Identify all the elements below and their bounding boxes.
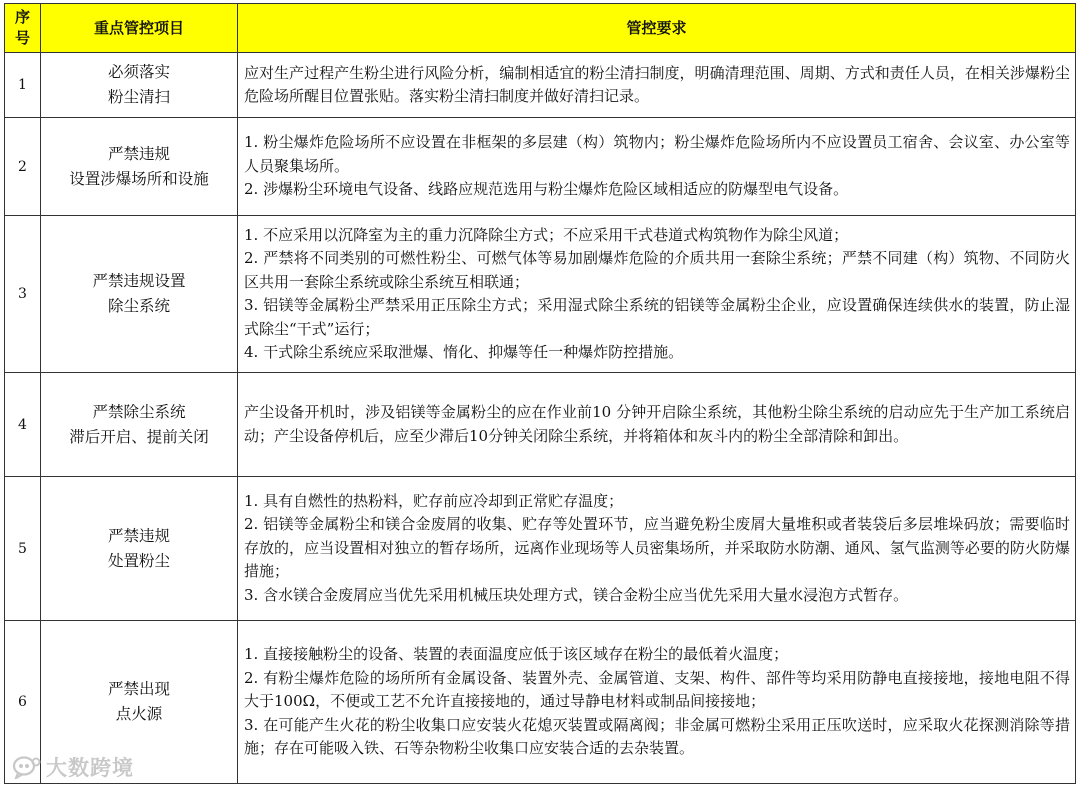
control-requirement bbox=[238, 477, 1076, 621]
row-index: 6 bbox=[5, 621, 41, 784]
control-item-line: 除尘系统 bbox=[107, 297, 170, 315]
table-header-row bbox=[5, 4, 1076, 53]
table-row bbox=[5, 53, 1076, 118]
requirement-clause: 3. 在可能产生火花的粉尘收集口应安装火花熄灭装置或隔离阀；非金属可燃粉尘采用正压吹送时，应采取火花探测消除等措施；存在可能吸入铁、石等杂物粉尘收集口应安装合适的去杂装置。 bbox=[244, 715, 1070, 758]
row-index: 2 bbox=[5, 118, 41, 216]
control-item bbox=[41, 53, 238, 118]
table-row bbox=[5, 216, 1076, 373]
control-item-line: 粉尘清扫 bbox=[107, 88, 170, 106]
control-requirements-table bbox=[4, 3, 1076, 784]
header-item: 重点管控项目 bbox=[41, 4, 238, 53]
requirement-clause: 应对生产过程产生粉尘进行风险分析，编制相适宜的粉尘清扫制度，明确清理范围、周期、方式和责任人员，在相关涉爆粉尘危险场所醒目位置张贴。落实粉尘清扫制度并做好清扫记录。 bbox=[244, 63, 1070, 105]
control-item bbox=[41, 118, 238, 216]
control-item-line: 严禁违规 bbox=[107, 144, 170, 163]
control-item-line: 设置涉爆场所和设施 bbox=[69, 169, 209, 188]
requirement-clause: 1. 直接接触粉尘的设备、装置的表面温度应低于该区域存在粉尘的最低着火温度； bbox=[244, 645, 789, 664]
row-index: 4 bbox=[5, 373, 41, 477]
control-requirement bbox=[238, 373, 1076, 477]
control-item-line: 严禁违规设置 bbox=[92, 272, 186, 290]
requirement-clause: 1. 具有自燃性的热粉料，贮存前应冷却到正常贮存温度； bbox=[244, 491, 624, 510]
control-requirement bbox=[238, 53, 1076, 118]
requirement-clause: 3. 含水镁合金废屑应当优先采用机械压块处理方式，镁合金粉尘应当优先采用大量水浸泡方式暂存。 bbox=[244, 585, 909, 604]
requirement-clause: 1. 不应采用以沉降室为主的重力沉降除尘方式；不应采用干式巷道式构筑物作为除尘风道； bbox=[244, 225, 849, 244]
control-requirement bbox=[238, 216, 1076, 373]
control-item bbox=[41, 216, 238, 373]
watermark bbox=[12, 752, 134, 782]
control-item-line: 点火源 bbox=[115, 705, 163, 723]
row-index: 3 bbox=[5, 216, 41, 373]
control-item-line: 必须落实 bbox=[107, 63, 170, 81]
chat-bubble-icon bbox=[12, 755, 42, 779]
table-row bbox=[5, 477, 1076, 621]
control-item-line: 严禁出现 bbox=[107, 680, 170, 698]
requirement-clause: 2. 铝镁等金属粉尘和镁合金废屑的收集、贮存等处置环节，应当避免粉尘废屑大量堆积或者装袋后多层堆垛码放；需要临时存放的，应当设置相对独立的暂存场所，远离作业现场等人员密集场所，并采取防水防潮、通风、氢气监测等必要的防火防爆措施； bbox=[244, 515, 1070, 581]
requirement-clause: 2. 涉爆粉尘环境电气设备、线路应规范选用与粉尘爆炸危险区域相适应的防爆型电气设备。 bbox=[244, 180, 849, 199]
table-row bbox=[5, 373, 1076, 477]
control-requirement bbox=[238, 621, 1076, 784]
control-item-line: 严禁违规 bbox=[107, 526, 170, 545]
requirement-clause: 产尘设备开机时，涉及铝镁等金属粉尘的应在作业前10 分钟开启除尘系统，其他粉尘除尘系统的启动应先于生产加工系统启动；产尘设备停机后，应至少滞后10分钟关闭除尘系统，并将箱体和灰斗内的粉尘全部清除和卸出。 bbox=[244, 403, 1070, 445]
row-index: 1 bbox=[5, 53, 41, 118]
table-row bbox=[5, 621, 1076, 784]
watermark-text: 大数跨境 bbox=[46, 756, 134, 780]
control-item bbox=[41, 373, 238, 477]
control-item bbox=[41, 477, 238, 621]
requirement-clause: 3. 铝镁等金属粉尘严禁采用正压除尘方式；采用湿式除尘系统的铝镁等金属粉尘企业，应设置确保连续供水的装置，防止湿式除尘“干式”运行； bbox=[244, 296, 1070, 338]
control-item-line: 滞后开启、提前关闭 bbox=[69, 427, 209, 446]
control-item-line: 处置粉尘 bbox=[107, 551, 170, 570]
header-index: 序 号 bbox=[5, 4, 41, 53]
row-index: 5 bbox=[5, 477, 41, 621]
requirement-clause: 2. 有粉尘爆炸危险的场所所有金属设备、装置外壳、金属管道、支架、构件、部件等均采用防静电直接接地，接地电阻不得大于100Ω，不便或工艺不允许直接接地的，通过导静电材料或制品间接接地； bbox=[244, 668, 1070, 711]
table-row bbox=[5, 118, 1076, 216]
requirement-clause: 4. 干式除尘系统应采取泄爆、惰化、抑爆等任一种爆炸防控措施。 bbox=[244, 343, 684, 361]
requirement-clause: 2. 严禁将不同类别的可燃性粉尘、可燃气体等易加剧爆炸危险的介质共用一套除尘系统；严禁不同建（构）筑物、不同防火区共用一套除尘系统或除尘系统互相联通； bbox=[244, 249, 1070, 291]
control-item-line: 严禁除尘系统 bbox=[92, 402, 186, 421]
header-requirement: 管控要求 bbox=[238, 4, 1076, 53]
control-requirement bbox=[238, 118, 1076, 216]
requirement-clause: 1. 粉尘爆炸危险场所不应设置在非框架的多层建（构）筑物内；粉尘爆炸危险场所内不应设置员工宿舍、会议室、办公室等人员聚集场所。 bbox=[244, 133, 1070, 175]
